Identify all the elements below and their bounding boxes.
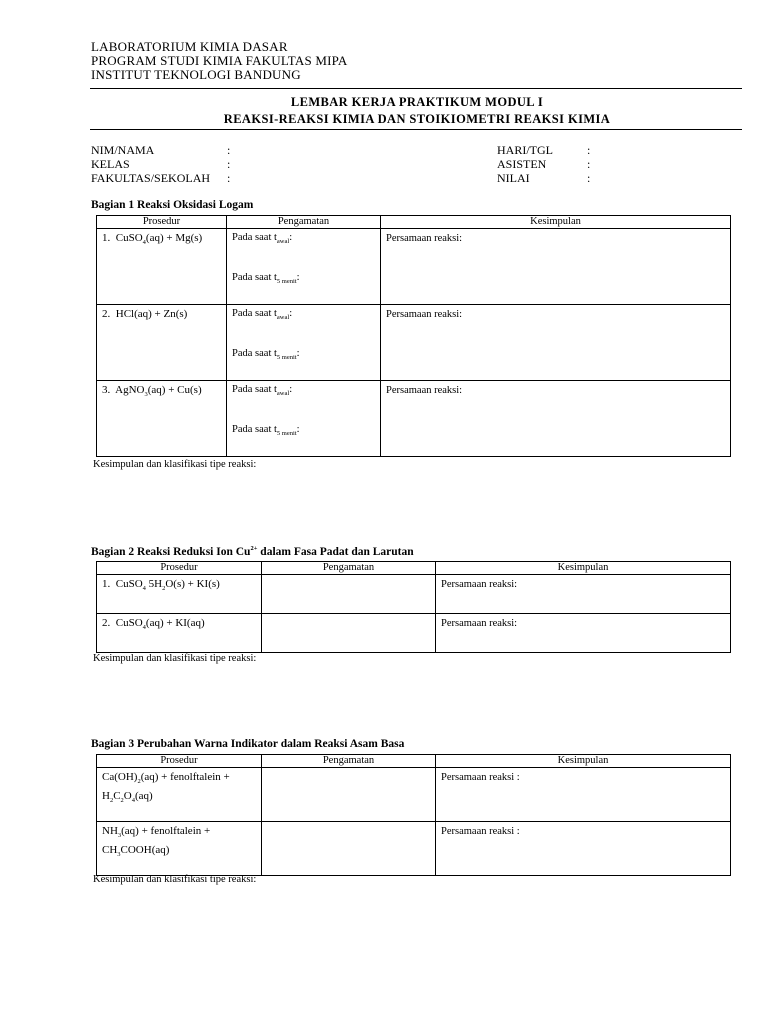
observation-header: Pengamatan (262, 562, 436, 575)
section2-conclusion-note: Kesimpulan dan klasifikasi tipe reaksi: (93, 653, 257, 664)
class-colon: : (227, 157, 231, 171)
observation-cell[interactable] (262, 575, 436, 614)
procedure-cell: 1. CuSO$_4$ $5H_2O(s) + KI(s)$ (97, 575, 262, 614)
procedure-header: Prosedur (97, 755, 262, 768)
assistant-label: ASISTEN (497, 157, 547, 171)
observation-start: Pada saat $t_{awal}$: (232, 232, 293, 246)
lab-name: LABORATORIUM KIMIA DASAR (91, 39, 288, 54)
section3-table (96, 754, 731, 876)
observation-cell[interactable] (262, 614, 436, 653)
assistant-colon: : (587, 157, 591, 171)
observation-cell[interactable] (262, 768, 436, 822)
table-row (97, 575, 731, 614)
observation-start: Pada saat $t_{awal}$: (232, 384, 293, 398)
title-rule (90, 129, 742, 130)
top-rule (90, 88, 742, 89)
date-colon: : (587, 143, 591, 157)
conclusion-header: Kesimpulan (436, 755, 731, 768)
observation-cell[interactable] (262, 822, 436, 876)
table-row (97, 381, 731, 457)
procedure-cell: $Ca(OH)_2(aq)$ + fenolftalein + $H_2C_2O_4(aq)$ (97, 768, 262, 822)
table-row (97, 614, 731, 653)
section1-table (96, 215, 731, 457)
conclusion-header: Kesimpulan (381, 216, 731, 229)
table-row (97, 305, 731, 381)
observation-5min: Pada saat $t_{5 menit}$: (232, 424, 300, 438)
table-row (97, 229, 731, 305)
procedure-cell: $NH_3(aq)$ + fenolftalein + $CH_3COOH(aq)$ (97, 822, 262, 876)
procedure-header: Prosedur (97, 216, 227, 229)
faculty-label: FAKULTAS/SEKOLAH (91, 171, 211, 185)
conclusion-cell[interactable]: Persamaan reaksi: (381, 229, 731, 305)
observation-start: Pada saat $t_{awal}$: (232, 308, 293, 322)
conclusion-header: Kesimpulan (436, 562, 731, 575)
observation-cell[interactable] (227, 381, 381, 457)
conclusion-cell[interactable]: Persamaan reaksi : (436, 768, 731, 822)
conclusion-cell[interactable]: Persamaan reaksi : (436, 822, 731, 876)
date-label: HARI/TGL (497, 143, 553, 157)
section1-conclusion-note: Kesimpulan dan klasifikasi tipe reaksi: (93, 459, 257, 470)
procedure-cell: 2. CuSO$_4$(aq) + KI(aq) (97, 614, 262, 653)
program-name: PROGRAM STUDI KIMIA FAKULTAS MIPA (91, 53, 348, 68)
grade-label: NILAI (497, 171, 530, 185)
observation-header: Pengamatan (262, 755, 436, 768)
procedure-cell: 1. CuSO$_4$(aq) + Mg(s) (97, 229, 227, 305)
observation-cell[interactable] (227, 229, 381, 305)
procedure-cell: 2. HCl(aq) + Zn(s) (97, 305, 227, 381)
section2-title: Bagian 2 Reaksi Reduksi Ion $Cu^{2+}$ dalam Fasa Padat dan Larutan (91, 545, 414, 558)
grade-colon: : (587, 171, 591, 185)
section3-conclusion-note: Kesimpulan dan klasifikasi tipe reaksi: (93, 874, 257, 885)
observation-header: Pengamatan (227, 216, 381, 229)
faculty-colon: : (227, 171, 231, 185)
section2-table (96, 561, 731, 653)
institute-name: INSTITUT TEKNOLOGI BANDUNG (91, 67, 301, 82)
procedure-cell: 3. AgNO$_3$(aq) + Cu(s) (97, 381, 227, 457)
worksheet-subtitle: REAKSI-REAKSI KIMIA DAN STOIKIOMETRI REAKSI KIMIA (223, 112, 611, 126)
observation-cell[interactable] (227, 305, 381, 381)
section3-title: Bagian 3 Perubahan Warna Indikator dalam Reaksi Asam Basa (91, 738, 405, 750)
conclusion-cell[interactable]: Persamaan reaksi: (381, 305, 731, 381)
nim-name-colon: : (227, 143, 231, 157)
conclusion-cell[interactable]: Persamaan reaksi: (436, 614, 731, 653)
observation-5min: Pada saat $t_{5 menit}$: (232, 348, 300, 362)
conclusion-cell[interactable]: Persamaan reaksi: (436, 575, 731, 614)
conclusion-cell[interactable]: Persamaan reaksi: (381, 381, 731, 457)
section1-title: Bagian 1 Reaksi Oksidasi Logam (91, 199, 254, 211)
procedure-header: Prosedur (97, 562, 262, 575)
nim-name-label: NIM/NAMA (91, 143, 155, 157)
worksheet-title: LEMBAR KERJA PRAKTIKUM MODUL I (290, 95, 544, 109)
class-label: KELAS (91, 157, 130, 171)
table-row (97, 768, 731, 822)
observation-5min: Pada saat $t_{5 menit}$: (232, 272, 300, 286)
table-row (97, 822, 731, 876)
